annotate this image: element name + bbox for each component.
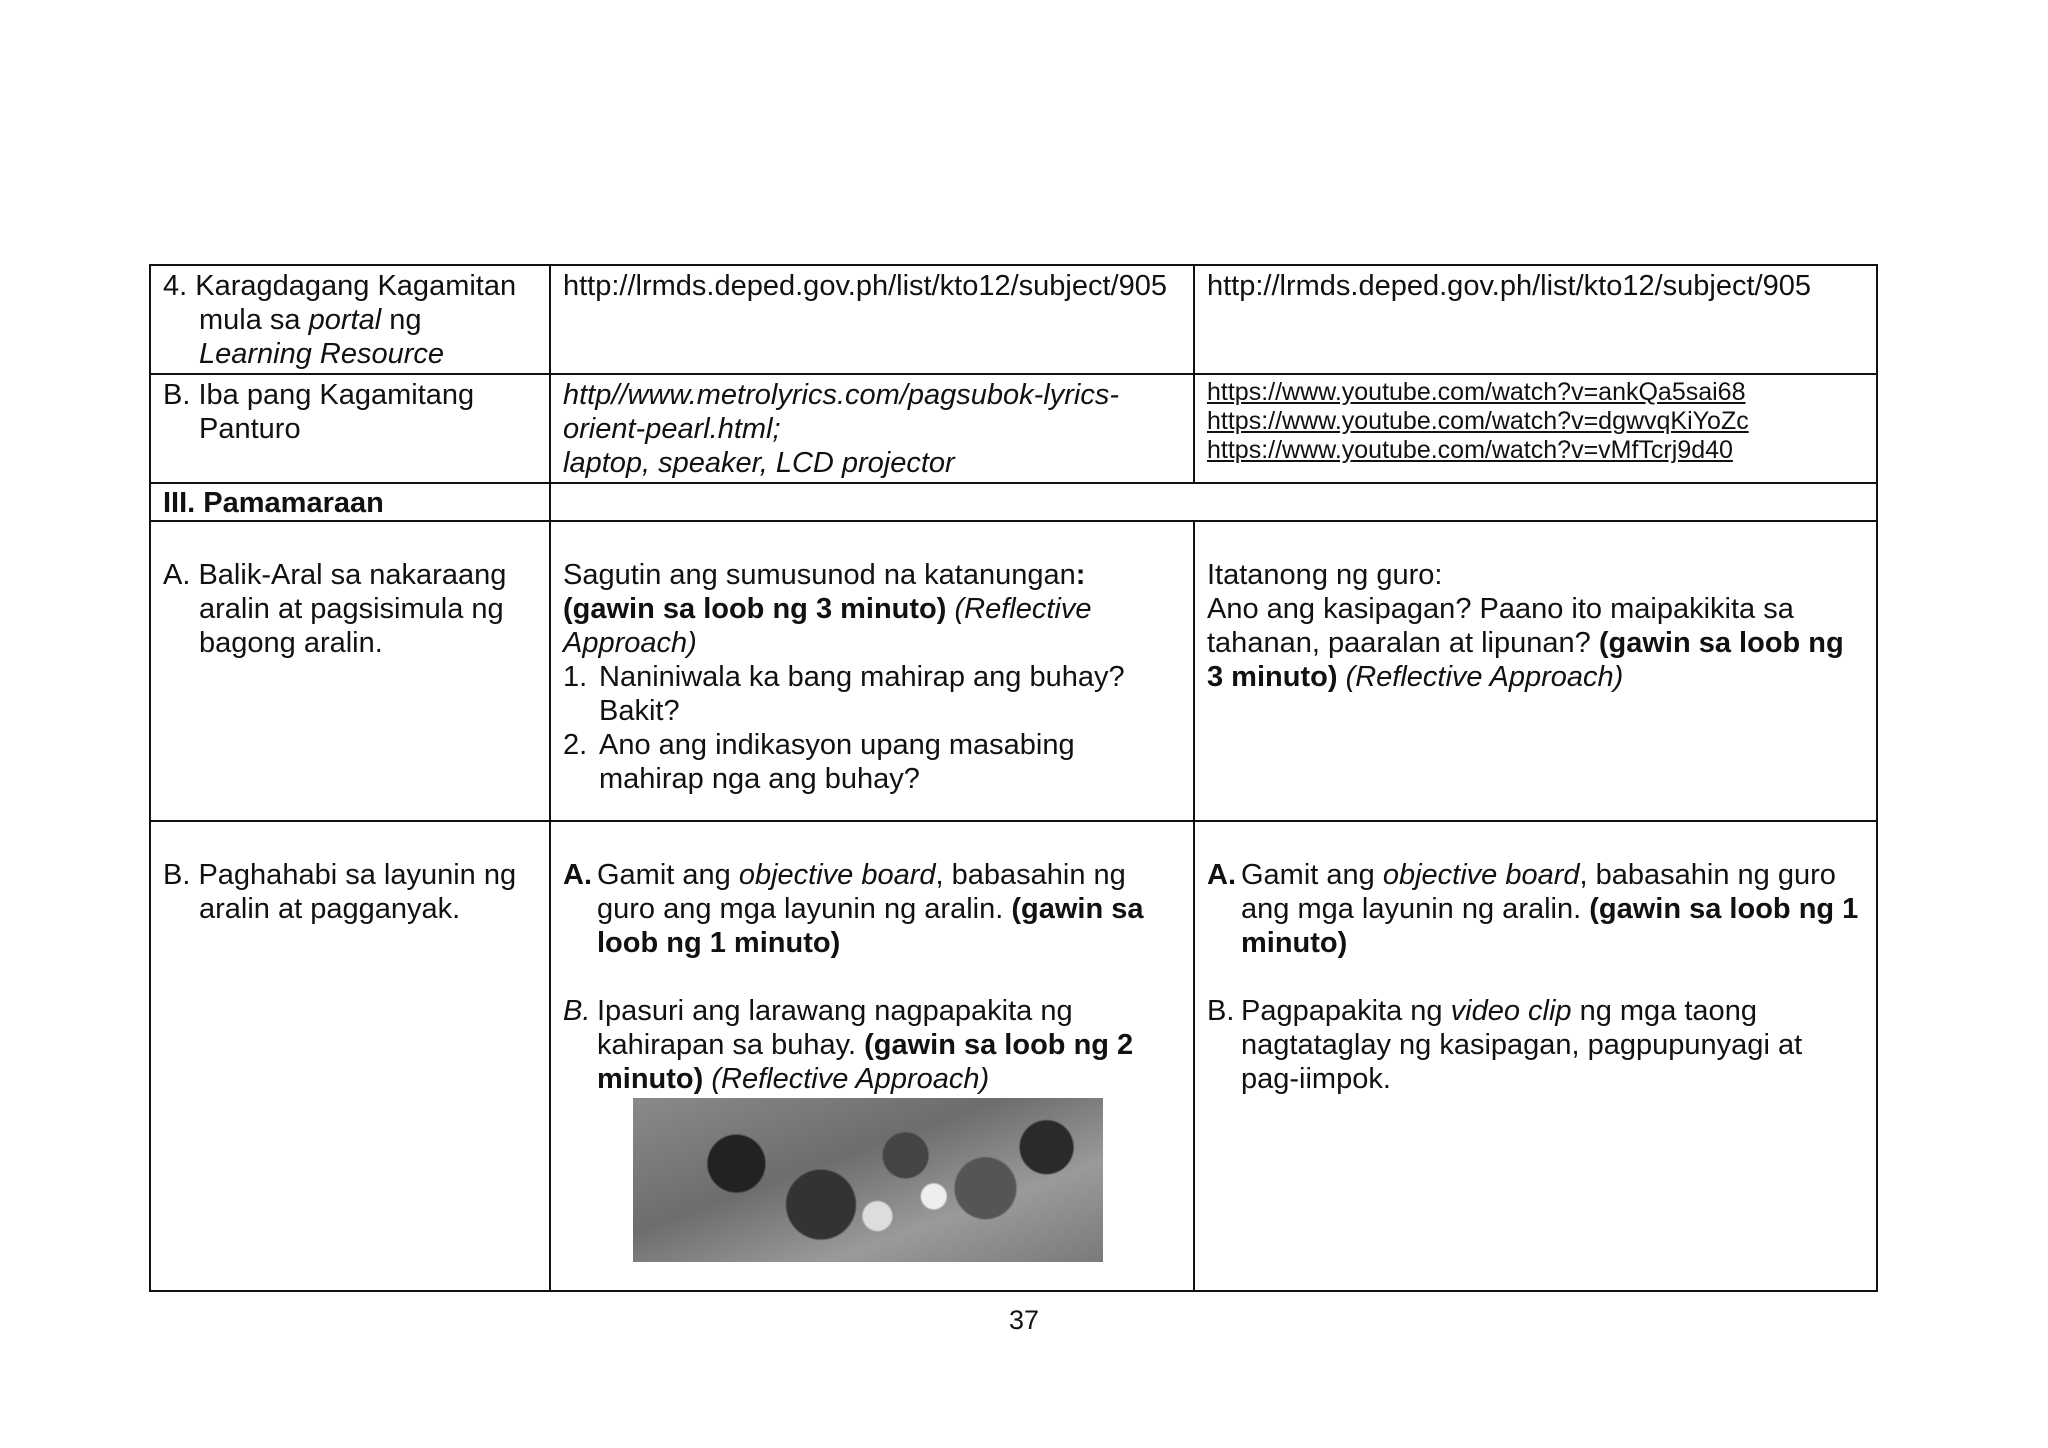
row-label-cell [150,265,550,374]
lesson-plan-table [149,264,1878,1292]
row-label-cell [150,821,550,1291]
table-cell [1194,521,1877,821]
list-item: 2. Ano ang indikasyon upang masabing mahirap nga ang buhay? [563,729,1075,795]
empty-cell [550,483,1877,521]
list-item: A. Gamit ang objective board, babasahin ng guro ang mga layunin ng aralin. (gawin sa loob ng 1 minuto) [563,859,1144,959]
list-item: B. Ipasuri ang larawang nagpapakita ng kahirapan sa buhay. (gawin sa loob ng 2 minuto) (Reflective Approach) [563,995,1134,1095]
list-item: A. Gamit ang objective board, babasahin ng guro ang mga layunin ng aralin. (gawin sa loob ng 1 minuto) [1207,859,1859,959]
table-cell [1194,821,1877,1291]
youtube-link[interactable]: https://www.youtube.com/watch?v=ankQa5sai68 [1207,378,1746,406]
lrmds-url[interactable]: http://lrmds.deped.gov.ph/list/kto12/subject/905 [563,270,1167,302]
table-cell [550,374,1194,483]
table-cell [550,521,1194,821]
time-note: (gawin sa loob ng 3 minuto) (Reflective Approach) [563,593,1092,659]
table-row [150,521,1877,821]
list-item: B. Pagpapakita ng video clip ng mga taong nagtataglay ng kasipagan, pagpupunyagi at pag-iimpok. [1207,995,1803,1095]
youtube-link[interactable]: https://www.youtube.com/watch?v=vMfTcrj9d40 [1207,436,1733,464]
row-label: B. Paghahabi sa layunin ng aralin at pagganyak. [163,859,517,925]
section-heading: III. Pamamaraan [163,487,384,519]
row-label-cell [150,374,550,483]
table-cell [1194,265,1877,374]
youtube-link[interactable]: https://www.youtube.com/watch?v=dgwvqKiYoZc [1207,407,1749,435]
row-label-cell [150,521,550,821]
instruction-text: Itatanong ng guro: [1207,559,1443,591]
section-heading-cell [150,483,550,521]
lrmds-url[interactable]: http://lrmds.deped.gov.ph/list/kto12/subject/905 [1207,270,1811,302]
table-cell [550,821,1194,1291]
poverty-photo [633,1098,1103,1262]
table-cell [550,265,1194,374]
table-row [150,483,1877,521]
row-label: B. Iba pang Kagamitang Panturo [163,379,475,445]
lyrics-url[interactable]: http//www.metrolyrics.com/pagsubok-lyrics-orient-pearl.html; [563,379,1119,445]
question-text: Ano ang kasipagan? Paano ito maipakikita sa tahanan, paaralan at lipunan? (gawin sa loob ng 3 minuto) (Reflective Approach) [1207,593,1844,693]
page-number: 37 [1008,1305,1040,1335]
equipment-list: laptop, speaker, LCD projector [563,447,955,479]
list-item: 1. Naniniwala ka bang mahirap ang buhay? Bakit? [563,661,1125,727]
table-row [150,821,1877,1291]
row-label: 4. Karagdagang Kagamitan mula sa portal ng Learning Resource [163,270,517,370]
table-row [150,265,1877,374]
table-cell [1194,374,1877,483]
instruction-text: Sagutin ang sumusunod na katanungan: [563,559,1086,591]
table-row [150,374,1877,483]
row-label: A. Balik-Aral sa nakaraang aralin at pagsisimula ng bagong aralin. [163,559,507,659]
